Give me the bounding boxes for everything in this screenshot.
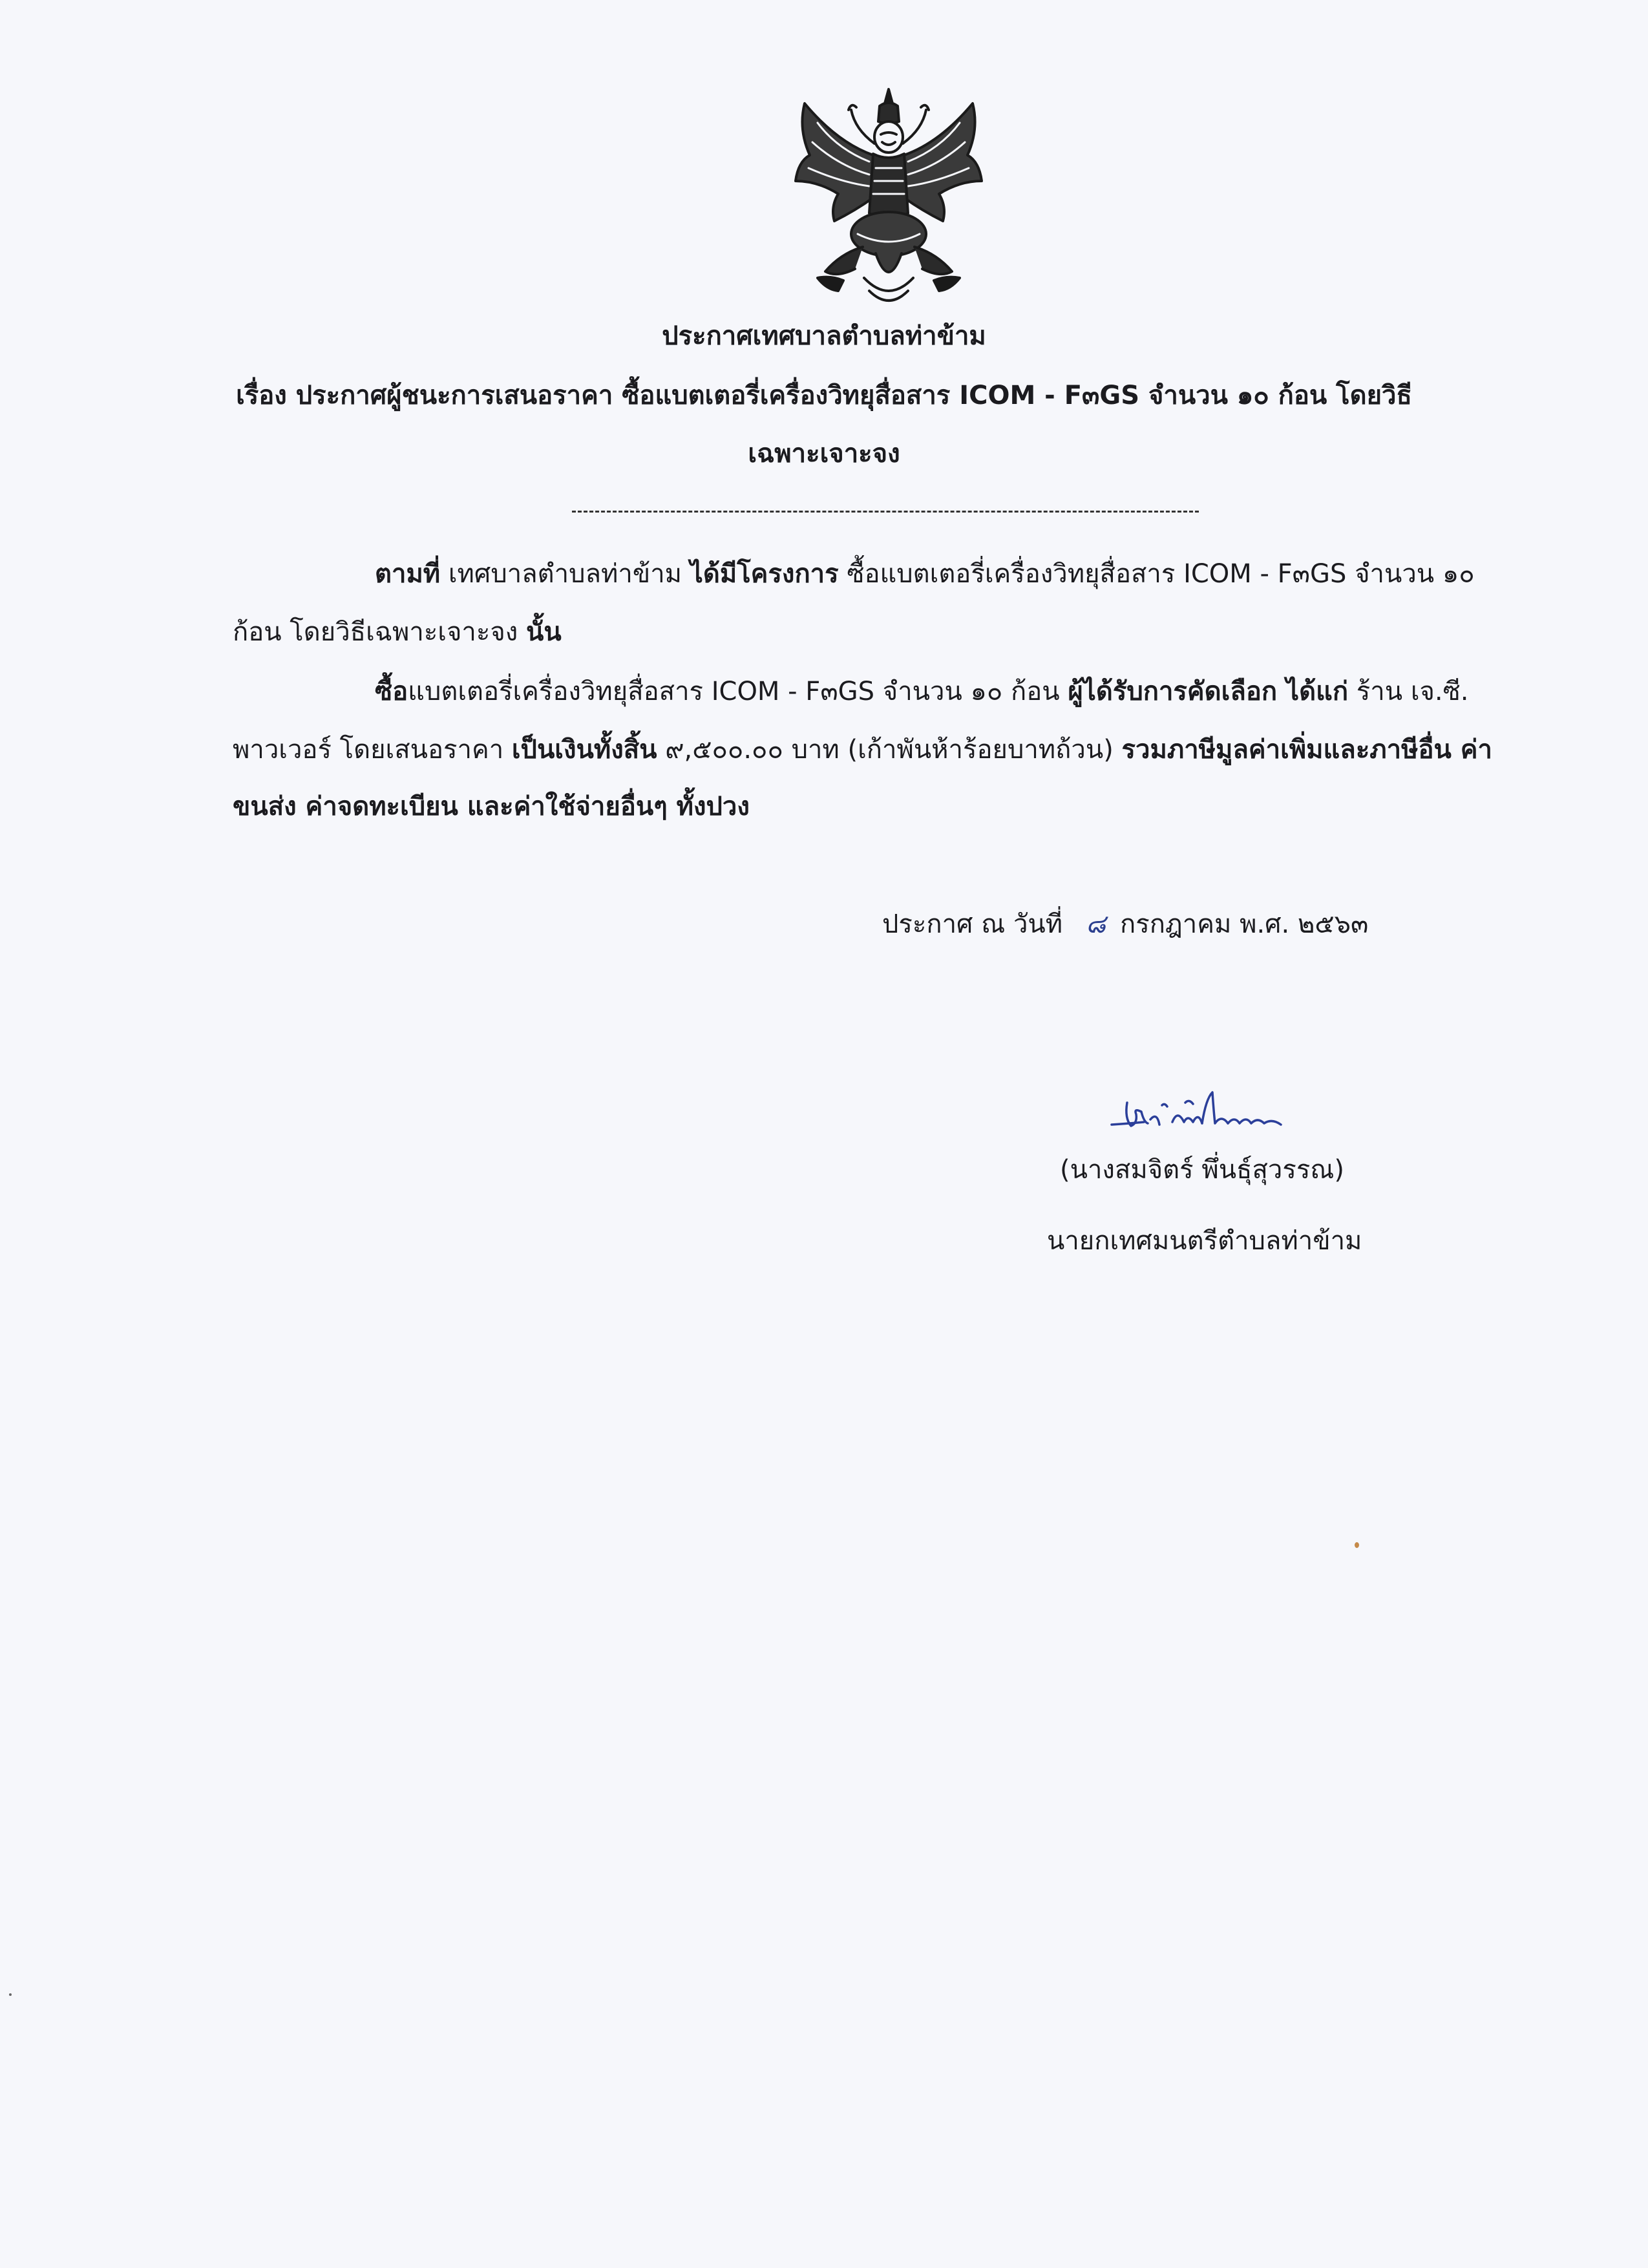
paragraph2-start: ซื้อ (375, 677, 408, 706)
paragraph2-text: แบตเตอรี่เครื่องวิทยุสื่อสาร ICOM - F๓GS จำนวน ๑๐ ก้อน (408, 677, 1068, 706)
paragraph1-text: เทศบาลตำบลท่าข้าม (440, 559, 690, 589)
paragraph1-line2-text: ก้อน โดยวิธีเฉพาะเจาะจง (233, 617, 527, 647)
paragraph1-line2 (233, 619, 562, 645)
announcement-date (882, 911, 1368, 937)
paragraph2-line2-amount: ๙,๕๐๐.๐๐ บาท (เก้าพันห้าร้อยบาทถ้วน) (657, 735, 1122, 765)
date-prefix: ประกาศ ณ วันที่ (882, 909, 1063, 939)
announcement-subject-line2: เฉพาะเจาะจง (748, 439, 900, 469)
paragraph1-text-end: ซื้อแบตเตอรี่เครื่องวิทยุสื่อสาร ICOM - F๓GS จำนวน ๑๐ (838, 559, 1475, 589)
paragraph2-line2-text: พาวเวอร์ โดยเสนอราคา (233, 735, 512, 765)
scan-speck (9, 1993, 12, 1996)
paragraph2-bold-text: ผู้ได้รับการคัดเลือก ได้แก่ (1068, 677, 1349, 706)
signatory-name: (นางสมจิตร์ พึ่นธุ์สุวรรณ) (1060, 1155, 1345, 1185)
announcement-subject-line1: เรื่อง ประกาศผู้ชนะการเสนอราคา ซื้อแบตเตอรี่เครื่องวิทยุสื่อสาร ICOM - F๓GS จำนวน ๑๐ ก้อน โดยวิธี (236, 381, 1412, 410)
paragraph2-line2 (233, 737, 1492, 763)
paragraph2-line1 (375, 679, 1469, 705)
paragraph1-bold-text: ได้มีโครงการ (690, 559, 839, 589)
paragraph2-line3: ขนส่ง ค่าจดทะเบียน และค่าใช้จ่ายอื่นๆ ทั้งปวง (233, 792, 750, 821)
section-divider (572, 511, 1199, 513)
paragraph1-label: ตามที่ (375, 559, 441, 589)
signatory-position: นายกเทศมนตรีตำบลท่าข้าม (1047, 1226, 1362, 1256)
garuda-emblem-icon (779, 84, 998, 317)
announcement-title: ประกาศเทศบาลตำบลท่าข้าม (662, 321, 986, 351)
paragraph2-line2-bold: เป็นเงินทั้งสิ้น (511, 735, 657, 765)
paragraph2-line2-bold2: รวมภาษีมูลค่าเพิ่มและภาษีอื่น ค่า (1121, 735, 1493, 765)
date-month-year: กรกฎาคม พ.ศ. ๒๕๖๓ (1120, 909, 1369, 939)
handwritten-signature-icon (1105, 1086, 1312, 1144)
paragraph2-text-end: ร้าน เจ.ซี. (1348, 677, 1469, 706)
scan-speck (1355, 1542, 1359, 1548)
paragraph1-line1 (375, 561, 1475, 587)
date-day: ๘ (1086, 909, 1106, 939)
paragraph1-line2-bold: นั้น (526, 617, 562, 647)
